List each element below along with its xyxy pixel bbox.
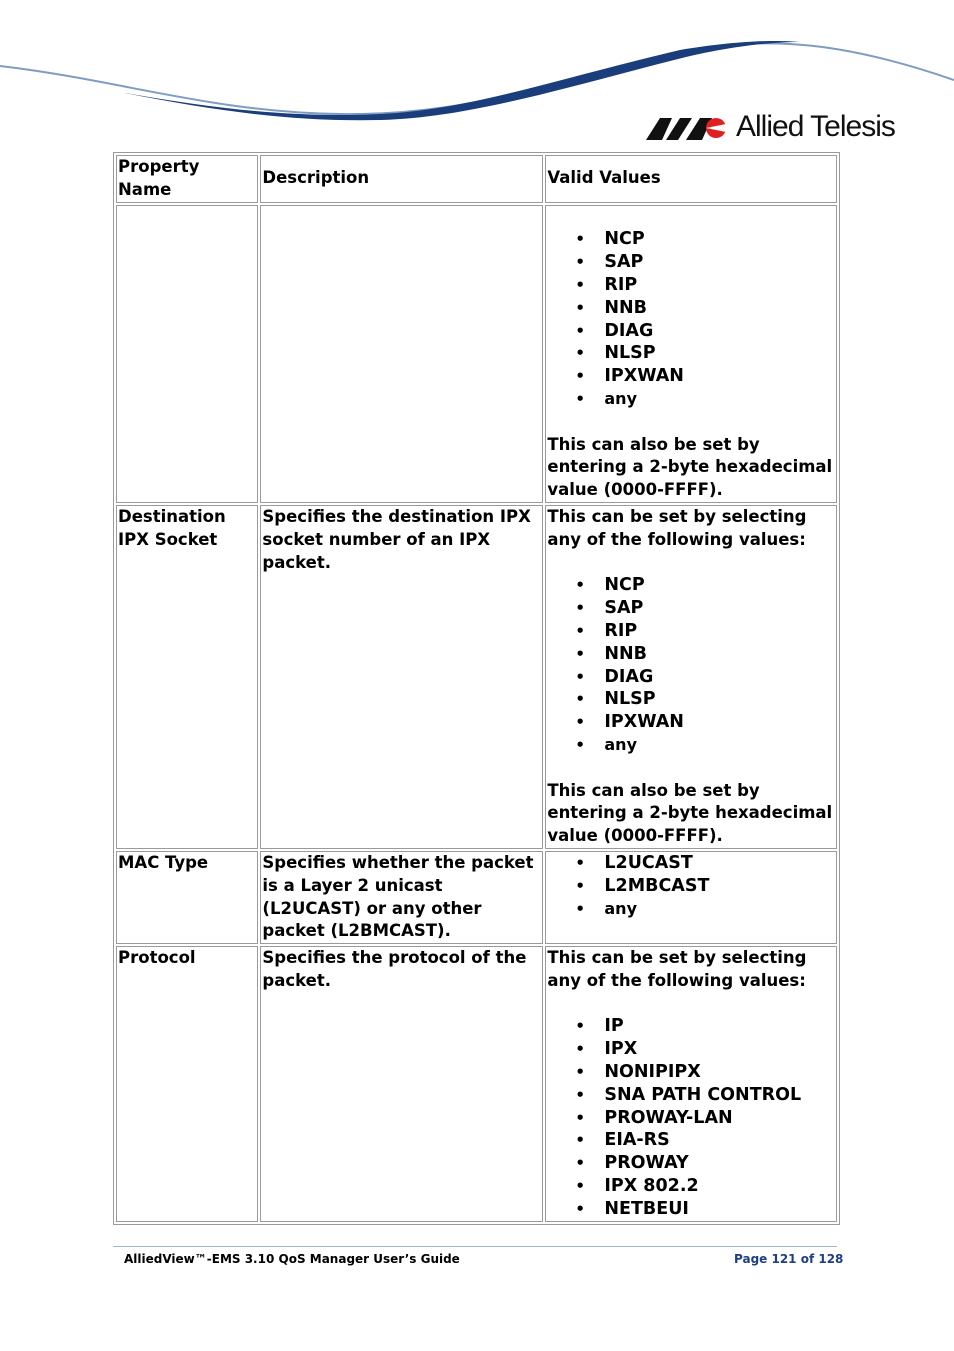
- list-item: • NONIPIPX: [547, 1061, 835, 1084]
- list-item: • any: [547, 388, 835, 411]
- header-property-name: Property Name: [116, 155, 258, 203]
- cell-valid-values: [545, 851, 837, 944]
- table-row: [116, 851, 837, 944]
- list-item: • DIAG: [547, 666, 835, 689]
- list-item: • NCP: [547, 228, 835, 251]
- list-item: • IPXWAN: [547, 365, 835, 388]
- list-item: • NNB: [547, 297, 835, 320]
- table-header-row: [116, 155, 837, 203]
- list-item: • NLSP: [547, 688, 835, 711]
- cell-property-name: MAC Type: [116, 851, 258, 944]
- cell-valid-values: [545, 505, 837, 849]
- list-item: • NLSP: [547, 342, 835, 365]
- header-valid-values: Valid Values: [545, 155, 837, 203]
- hex-value-note: This can also be set by entering a 2-byte hexadecimal value (0000-FFFF).: [547, 780, 833, 846]
- allied-telesis-logo: [646, 110, 902, 144]
- list-item: • IPX 802.2: [547, 1175, 835, 1198]
- cell-property-name: Destination IPX Socket: [116, 505, 258, 849]
- value-list: [547, 852, 835, 920]
- list-item: • NCP: [547, 574, 835, 597]
- values-intro: This can be set by selecting any of the following values:: [547, 506, 807, 549]
- table-row: [116, 205, 837, 503]
- cell-name-empty: [116, 205, 258, 503]
- table-row: [116, 946, 837, 1222]
- value-list: [547, 574, 835, 756]
- hex-value-note: This can also be set by entering a 2-byte hexadecimal value (0000-FFFF).: [547, 434, 833, 500]
- list-item: • RIP: [547, 620, 835, 643]
- values-intro: This can be set by selecting any of the following values:: [547, 948, 807, 990]
- list-item: • IPX: [547, 1038, 835, 1061]
- footer-page-number: Page 121 of 128: [734, 1252, 844, 1266]
- list-item: • PROWAY-LAN: [547, 1107, 835, 1130]
- cell-description-empty: [260, 205, 543, 503]
- list-item: • DIAG: [547, 320, 835, 343]
- list-item: • EIA-RS: [547, 1129, 835, 1152]
- value-list: [547, 1015, 835, 1220]
- list-item: • any: [547, 898, 835, 921]
- property-table: [113, 152, 840, 1225]
- list-item: • IPXWAN: [547, 711, 835, 734]
- logo-text: Allied Telesis: [736, 110, 895, 143]
- value-list: [547, 228, 835, 410]
- list-item: • NNB: [547, 643, 835, 666]
- list-item: • any: [547, 734, 835, 757]
- list-item: • L2UCAST: [547, 852, 835, 875]
- cell-description: Specifies whether the packet is a Layer 2 unicast (L2UCAST) or any other packet (L2BMCAST).: [260, 851, 543, 944]
- list-item: • SAP: [547, 251, 835, 274]
- list-item: • SNA PATH CONTROL: [547, 1084, 835, 1107]
- cell-property-name: Protocol: [116, 946, 258, 1222]
- cell-description: Specifies the destination IPX socket number of an IPX packet.: [260, 505, 543, 849]
- list-item: • PROWAY: [547, 1152, 835, 1175]
- cell-valid-values: [545, 946, 837, 1222]
- list-item: • L2MBCAST: [547, 875, 835, 898]
- table-row: [116, 505, 837, 849]
- footer-document-title: AlliedView™-EMS 3.10 QoS Manager User’s Guide: [124, 1252, 460, 1266]
- list-item: • RIP: [547, 274, 835, 297]
- footer-divider: [113, 1246, 837, 1247]
- list-item: • SAP: [547, 597, 835, 620]
- header-description: Description: [260, 155, 543, 203]
- cell-valid-values: [545, 205, 837, 503]
- list-item: • IP: [547, 1015, 835, 1038]
- list-item: • NETBEUI: [547, 1198, 835, 1221]
- allied-telesis-logo-mark-icon: [646, 112, 730, 142]
- cell-description: Specifies the protocol of the packet.: [260, 946, 543, 1222]
